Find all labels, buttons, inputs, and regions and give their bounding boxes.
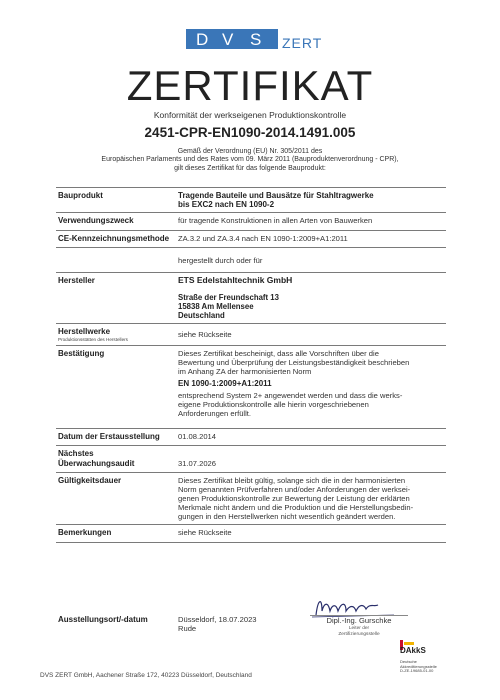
value-bestaetigung bbox=[178, 349, 409, 418]
address-line: Deutschland bbox=[178, 311, 225, 320]
value-bemerkungen: siehe Rückseite bbox=[178, 528, 232, 537]
document-title: ZERTIFIKAT bbox=[126, 62, 374, 109]
dakks-mark: DAkkS bbox=[400, 646, 426, 655]
signer-role bbox=[310, 626, 408, 637]
regulation-line: Gemäß der Verordnung (EU) Nr. 305/2011 des bbox=[177, 148, 323, 155]
divider bbox=[56, 323, 446, 324]
hersteller-name: ETS Edelstahltechnik GmbH bbox=[178, 275, 293, 285]
divider bbox=[56, 428, 446, 429]
hergestellt-durch: hergestellt durch oder für bbox=[178, 256, 263, 265]
bestaetigung-line: eigene Produktionskontrolle alle hierin vorgeschriebenen bbox=[178, 400, 369, 409]
audit-label-line: Nächstes bbox=[58, 449, 94, 458]
signer-role-line: Leiter der bbox=[348, 626, 370, 631]
label-datum: Datum der Erstausstellung bbox=[58, 432, 160, 441]
value-herstellwerke: siehe Rückseite bbox=[178, 330, 232, 339]
gueltigkeit-line: Norm genannten Prüfverfahren und/oder Anforderungen der werksei- bbox=[178, 485, 411, 494]
bestaetigung-line: Bewertung und Überprüfung der Leistungsbeständigkeit beschrieben bbox=[178, 358, 410, 367]
label-ausstellung: Ausstellungsort/-datum bbox=[58, 615, 148, 624]
logo-letter-d: D bbox=[196, 30, 209, 49]
gueltigkeit-line: Merkmale nicht ändern und die Produktion und die Herstellungsbedin- bbox=[178, 503, 414, 512]
dakks-line: Akkreditierungsstelle bbox=[400, 663, 437, 669]
logo-letter-v: V bbox=[222, 30, 234, 49]
bestaetigung-norm: EN 1090-1:2009+A1:2011 bbox=[178, 379, 272, 388]
divider bbox=[56, 272, 446, 273]
divider bbox=[56, 212, 446, 213]
herstellwerke-sublabel: Produktionsstätten des Herstellers bbox=[58, 337, 128, 342]
regulation-line: Europäischen Parlaments und des Rates vom 09. März 2011 (Bauproduktenverordnung - CPR), bbox=[101, 156, 399, 164]
value-ausstellung bbox=[178, 615, 257, 633]
value-verwendungszweck: für tragende Konstruktionen in allen Arten von Bauwerken bbox=[178, 216, 373, 225]
audit-label-line: Überwachungsaudit bbox=[58, 459, 135, 468]
label-bauprodukt: Bauprodukt bbox=[58, 191, 103, 200]
gueltigkeit-line: genen Produktionskontrolle zur Bewertung der Leistung der erklärten bbox=[178, 494, 410, 503]
dakks-line: D-ZE-19685-01-00 bbox=[400, 668, 434, 674]
label-bestaetigung: Bestätigung bbox=[58, 349, 105, 358]
footer-address: DVS ZERT GmbH, Aachener Straße 172, 40223 Düsseldorf, Deutschland bbox=[40, 672, 252, 679]
divider bbox=[56, 445, 446, 446]
logo-suffix: ZERT bbox=[282, 35, 323, 51]
bauprodukt-line: Tragende Bauteile und Bausätze für Stahltragwerke bbox=[178, 191, 374, 200]
certificate-number: 2451-CPR-EN1090-2014.1491.005 bbox=[144, 125, 356, 140]
divider bbox=[56, 524, 446, 525]
label-bemerkungen: Bemerkungen bbox=[58, 528, 112, 537]
value-bauprodukt bbox=[178, 191, 374, 209]
document-subtitle: Konformität der werkseigenen Produktionskontrolle bbox=[153, 110, 347, 120]
bauprodukt-line: bis EXC2 nach EN 1090-2 bbox=[178, 200, 275, 209]
divider bbox=[56, 542, 446, 543]
gueltigkeit-line: gungen in den Herstellwerken nicht wesentlich geändert werden. bbox=[178, 512, 396, 521]
divider bbox=[56, 230, 446, 231]
herstellwerke-label: Herstellwerke bbox=[58, 327, 111, 336]
divider bbox=[56, 187, 446, 188]
regulation-text bbox=[60, 148, 440, 173]
value-ce-method: ZA.3.2 und ZA.3.4 nach EN 1090-1:2009+A1:2011 bbox=[178, 234, 348, 243]
dakks-text bbox=[400, 660, 437, 674]
address-line: 15838 Am Mellensee bbox=[178, 302, 254, 311]
bestaetigung-line: im Anhang ZA der harmonisierten Norm bbox=[178, 367, 312, 376]
ausstellung-initials: Rude bbox=[178, 624, 197, 633]
bestaetigung-line: entsprechend System 2+ angewendet werden und dass die werks- bbox=[178, 391, 403, 400]
gueltigkeit-line: Dieses Zertifikat bleibt gültig, solange sich die in der harmonisierten bbox=[178, 476, 406, 485]
dakks-seal bbox=[400, 640, 460, 690]
value-datum: 01.08.2014 bbox=[178, 432, 217, 441]
label-gueltigkeit: Gültigkeitsdauer bbox=[58, 476, 122, 485]
value-audit: 31.07.2026 bbox=[178, 459, 217, 468]
ausstellung-place-date: Düsseldorf, 18.07.2023 bbox=[178, 615, 257, 624]
logo-letter-s: S bbox=[250, 30, 262, 49]
dvs-zert-logo bbox=[186, 29, 336, 61]
label-hersteller: Hersteller bbox=[58, 276, 95, 285]
divider bbox=[56, 345, 446, 346]
bestaetigung-line: Anforderungen erfüllt. bbox=[178, 409, 252, 418]
address-line: Straße der Freundschaft 13 bbox=[178, 293, 279, 302]
dakks-line: Deutsche bbox=[400, 659, 417, 664]
signer-name: Dipl.-Ing. Gurschke bbox=[326, 616, 392, 625]
hersteller-address bbox=[178, 293, 279, 320]
label-herstellwerke bbox=[58, 327, 128, 342]
label-verwendungszweck: Verwendungszweck bbox=[58, 216, 134, 225]
regulation-line: gilt dieses Zertifikat für das folgende Bauprodukt: bbox=[174, 164, 326, 172]
label-ce-method: CE-Kennzeichnungsmethode bbox=[58, 234, 170, 243]
bestaetigung-line: Dieses Zertifikat bescheinigt, dass alle Vorschriften über die bbox=[178, 349, 379, 358]
divider bbox=[56, 247, 446, 248]
value-gueltigkeit bbox=[178, 476, 413, 521]
label-audit bbox=[58, 449, 134, 469]
divider bbox=[56, 472, 446, 473]
signer-role-line: Zertifizierungsstelle bbox=[338, 631, 380, 637]
